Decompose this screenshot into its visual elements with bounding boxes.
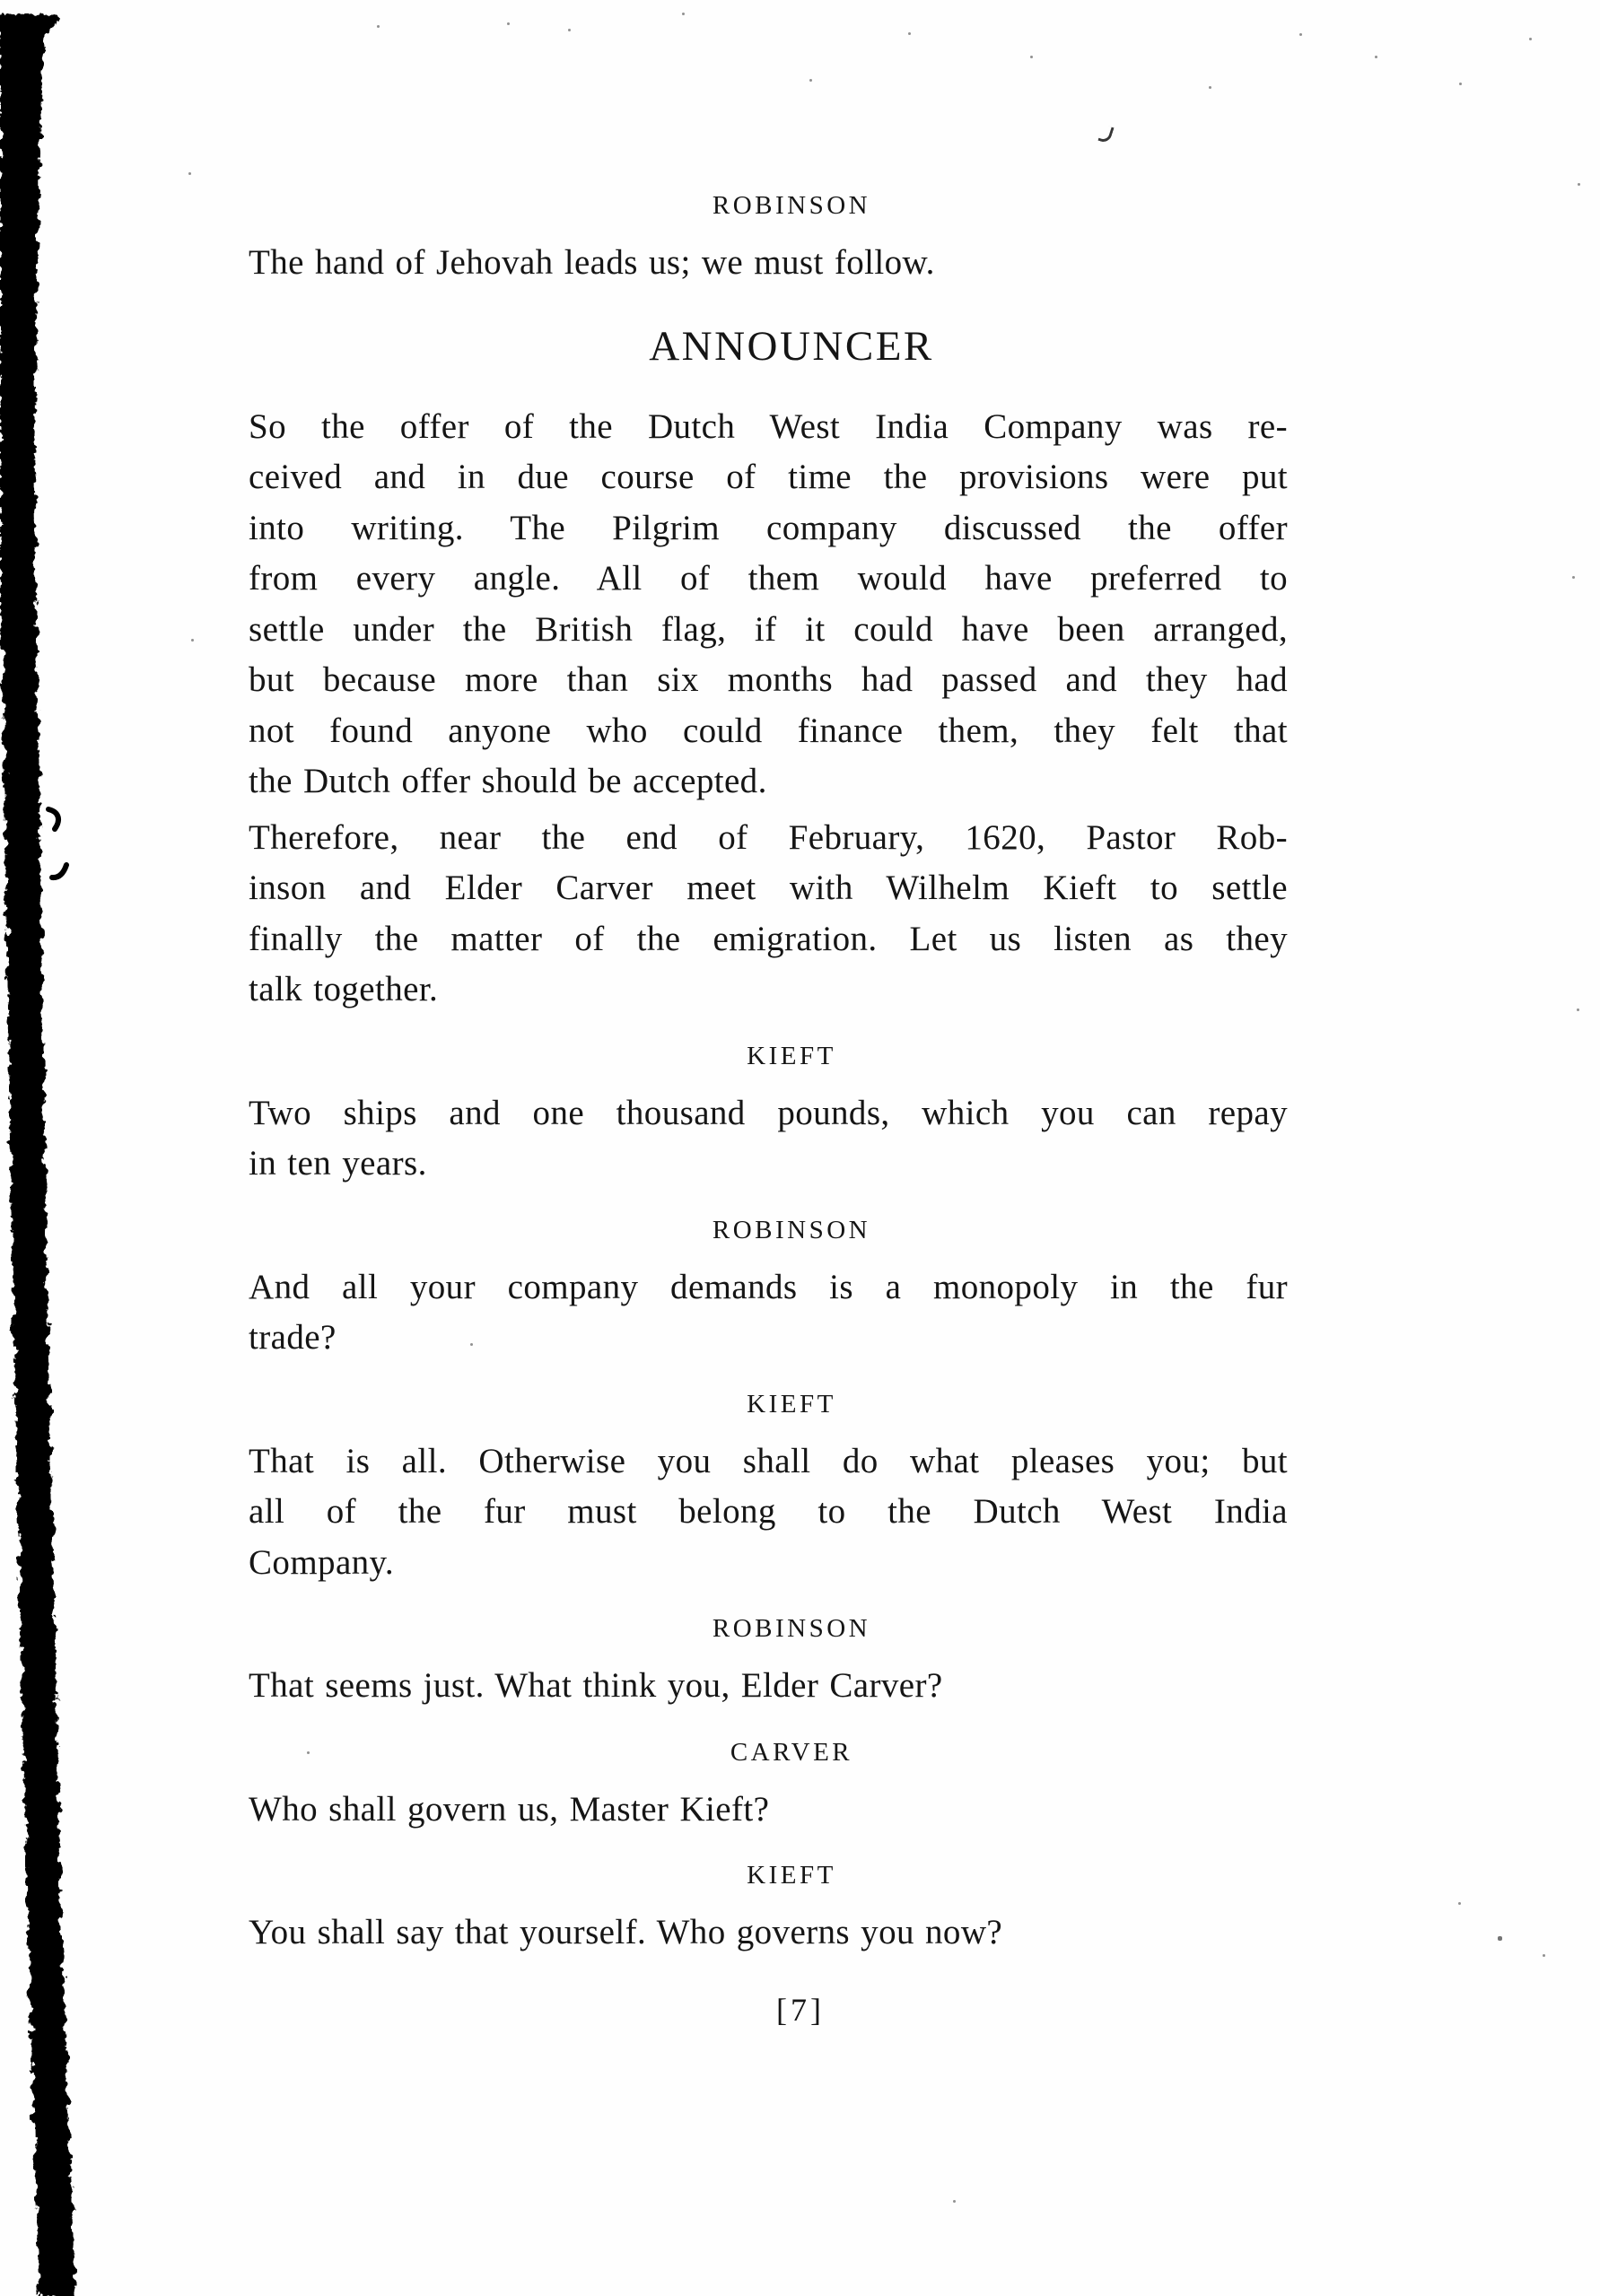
paragraph-line: finally the matter of the emigration. Let us listen as they [249, 919, 1288, 958]
scan-speck [1498, 1936, 1502, 1941]
ink-hook-mark [48, 809, 58, 829]
scan-speck [568, 29, 571, 31]
dialogue-paragraph [249, 1262, 1288, 1364]
paragraph-line: talk together. [249, 970, 439, 1008]
scan-speck [908, 32, 911, 35]
dialogue-paragraph [249, 1436, 1288, 1589]
paragraph-line: not found anyone who could finance them, they felt that [249, 711, 1288, 750]
paragraph-line: the Dutch offer should be accepted. [249, 762, 767, 800]
dialogue-line: trade? [249, 1318, 337, 1357]
scan-speck [1299, 33, 1302, 36]
dialogue-line: And all your company demands is a monopoly in the fur [249, 1267, 1288, 1306]
ink-squiggle-mark [1097, 124, 1114, 144]
scan-speck [1529, 38, 1532, 40]
paragraph-line: Therefore, near the end of February, 1620, Pastor Rob- [249, 817, 1288, 857]
scan-speck [953, 2200, 956, 2203]
scan-speck [1030, 56, 1033, 58]
paragraph-line: from every angle. All of them would have preferred to [249, 559, 1288, 598]
scan-speck [191, 639, 194, 642]
paragraph-line: into writing. The Pilgrim company discussed the offer [249, 508, 1288, 547]
ink-hook-mark [52, 865, 66, 877]
scan-speck [188, 172, 191, 175]
binding-shadow-artifact [0, 0, 117, 2296]
dialogue-line: in ten years. [249, 1144, 427, 1183]
speaker-heading-kieft: KIEFT [747, 1861, 836, 1890]
scan-speck [1209, 86, 1211, 89]
dialogue-paragraph [249, 1088, 1288, 1190]
dialogue-line: The hand of Jehovah leads us; we must follow. [249, 243, 935, 282]
scan-speck [1578, 183, 1580, 186]
dialogue-line: Company. [249, 1542, 395, 1582]
paragraph-line: but because more than six months had passed and they had [249, 660, 1288, 699]
paragraph-line: ceived and in due course of time the provisions were put [249, 458, 1288, 496]
dialogue-line: That seems just. What think you, Elder Carver? [249, 1666, 943, 1705]
page-number: [7] [776, 1991, 825, 2028]
scan-speck [507, 22, 510, 25]
dialogue-line: You shall say that yourself. Who governs you now? [249, 1913, 1003, 1951]
paragraph-line: inson and Elder Carver meet with Wilhelm Kieft to settle [249, 869, 1288, 907]
speaker-heading-robinson: ROBINSON [712, 1614, 871, 1643]
scan-speck [1543, 1954, 1545, 1957]
announcer-paragraph [249, 402, 1288, 808]
scan-speck [1572, 576, 1575, 579]
paragraph-line: settle under the British flag, if it could have been arranged, [249, 609, 1288, 649]
speaker-heading-robinson: ROBINSON [712, 191, 871, 220]
scan-speck [1375, 56, 1377, 58]
announcer-paragraph [249, 813, 1288, 1016]
dialogue-line: That is all. Otherwise you shall do what pleases you; but [249, 1441, 1288, 1480]
scan-speck [1577, 1008, 1579, 1011]
scan-speck [682, 13, 685, 15]
dialogue-line: Who shall govern us, Master Kieft? [249, 1789, 770, 1829]
speaker-heading-carver: CARVER [730, 1737, 853, 1767]
speaker-heading-robinson: ROBINSON [712, 1215, 871, 1244]
scan-speck [377, 25, 380, 28]
scan-speck [809, 79, 812, 82]
announcer-heading: ANNOUNCER [649, 322, 934, 370]
speaker-heading-kieft: KIEFT [747, 1389, 836, 1419]
dialogue-line: all of the fur must belong to the Dutch West India [249, 1492, 1288, 1531]
paragraph-line: So the offer of the Dutch West India Company was re- [249, 406, 1288, 446]
scan-speck [1458, 1902, 1461, 1905]
text-column [249, 190, 1288, 2029]
dialogue-line: Two ships and one thousand pounds, which you can repay [249, 1093, 1288, 1132]
scan-speck [1459, 83, 1462, 85]
speaker-heading-kieft: KIEFT [747, 1041, 836, 1070]
